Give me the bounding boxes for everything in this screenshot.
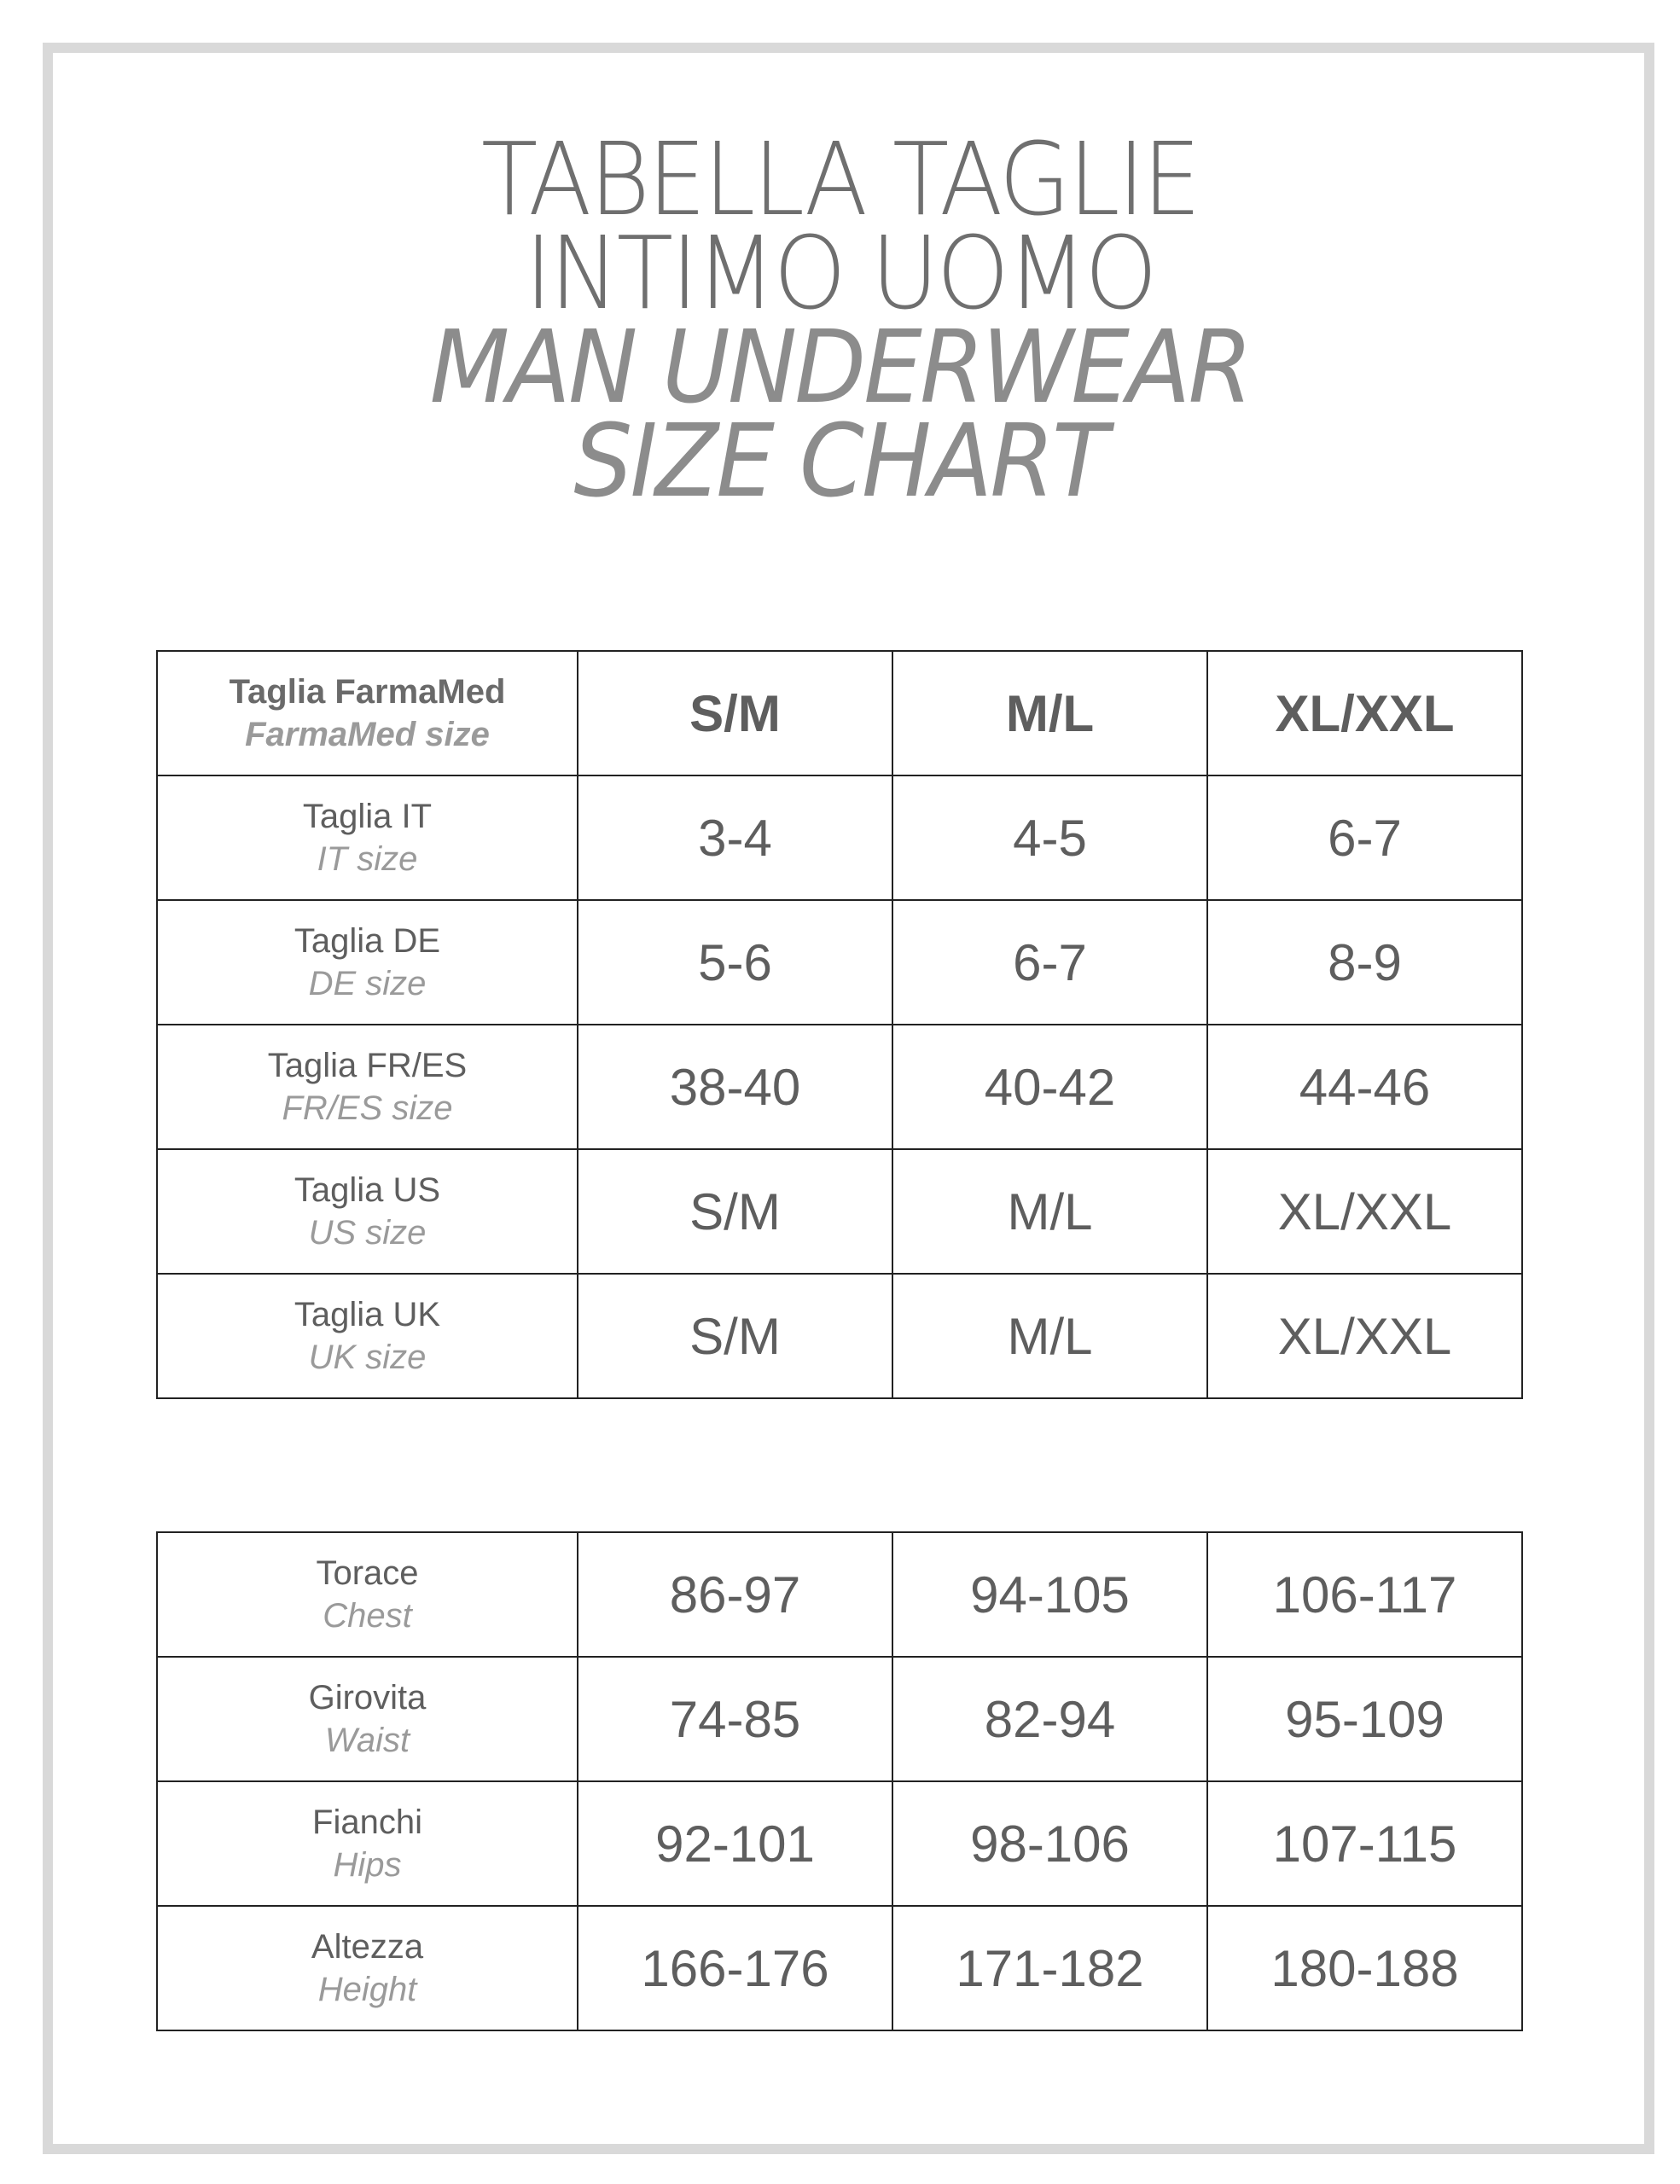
- body-measurements-table: [156, 1531, 1523, 2031]
- table-cell: 6-7: [1207, 775, 1522, 900]
- table-row: [157, 1274, 1522, 1398]
- table-row: [157, 775, 1522, 900]
- table-cell: 3-4: [578, 775, 892, 900]
- row-label-cell: [157, 775, 578, 900]
- title-it-line2: INTIMO UOMO: [525, 214, 1155, 332]
- row-label-cell: [157, 900, 578, 1025]
- row-label-en: UK size: [308, 1339, 427, 1376]
- table-header-row: [157, 651, 1522, 775]
- title-en-line1: MAN UNDERWEAR: [429, 308, 1251, 426]
- table-cell: 94-105: [892, 1532, 1207, 1657]
- row-label-en: US size: [308, 1214, 427, 1252]
- table-cell: 171-182: [892, 1906, 1207, 2030]
- row-label-en: FR/ES size: [282, 1089, 453, 1127]
- table-cell: 8-9: [1207, 900, 1522, 1025]
- table-cell: 98-106: [892, 1781, 1207, 1906]
- row-label-it: Taglia DE: [294, 922, 441, 960]
- header-label-en: FarmaMed size: [245, 716, 490, 753]
- title-block: [0, 120, 1680, 520]
- row-label-cell: [157, 1025, 578, 1149]
- row-label-cell: [157, 1149, 578, 1274]
- table-cell: M/L: [892, 1149, 1207, 1274]
- table-cell: 107-115: [1207, 1781, 1522, 1906]
- table-cell: 92-101: [578, 1781, 892, 1906]
- row-label-it: Fianchi: [312, 1804, 422, 1841]
- table-cell: XL/XXL: [1207, 1274, 1522, 1398]
- table-cell: 38-40: [578, 1025, 892, 1149]
- row-label-it: Altezza: [311, 1928, 424, 1966]
- table-cell: 95-109: [1207, 1657, 1522, 1781]
- row-label-en: DE size: [308, 965, 427, 1002]
- row-label-it: Taglia UK: [294, 1296, 441, 1333]
- size-conversion-table: [156, 650, 1523, 1399]
- table-row: [157, 1657, 1522, 1781]
- row-label-en: Hips: [333, 1846, 402, 1884]
- row-label-en: Waist: [324, 1722, 410, 1759]
- table-row: [157, 1781, 1522, 1906]
- table-cell: 180-188: [1207, 1906, 1522, 2030]
- row-label-en: Chest: [323, 1597, 412, 1635]
- title-en-line2: SIZE CHART: [573, 402, 1107, 520]
- table-cell: 44-46: [1207, 1025, 1522, 1149]
- table-cell: XL/XXL: [1207, 1149, 1522, 1274]
- row-label-en: IT size: [317, 840, 418, 878]
- table-cell: 4-5: [892, 775, 1207, 900]
- table-row: [157, 1532, 1522, 1657]
- table-cell: 40-42: [892, 1025, 1207, 1149]
- table-row: [157, 1149, 1522, 1274]
- header-size-ml: M/L: [892, 651, 1207, 775]
- header-size-sm: S/M: [578, 651, 892, 775]
- table-cell: 166-176: [578, 1906, 892, 2030]
- row-label-it: Taglia FR/ES: [267, 1047, 468, 1084]
- row-label-en: Height: [317, 1971, 417, 2008]
- table-cell: S/M: [578, 1274, 892, 1398]
- table-cell: 82-94: [892, 1657, 1207, 1781]
- table-cell: 74-85: [578, 1657, 892, 1781]
- header-label-it: Taglia FarmaMed: [229, 673, 506, 711]
- row-label-it: Torace: [316, 1554, 419, 1592]
- row-label-cell: [157, 1532, 578, 1657]
- row-label-cell: [157, 1657, 578, 1781]
- table-row: [157, 1906, 1522, 2030]
- table-cell: M/L: [892, 1274, 1207, 1398]
- table-cell: S/M: [578, 1149, 892, 1274]
- row-label-it: Taglia US: [294, 1171, 441, 1209]
- table-cell: 5-6: [578, 900, 892, 1025]
- row-label-cell: [157, 1274, 578, 1398]
- row-label-cell: [157, 1781, 578, 1906]
- row-label-it: Girovita: [308, 1679, 427, 1716]
- table-row: [157, 1025, 1522, 1149]
- table-cell: 6-7: [892, 900, 1207, 1025]
- title-it-line1: TABELLA TAGLIE: [481, 120, 1199, 238]
- row-label-cell: [157, 1906, 578, 2030]
- table-cell: 106-117: [1207, 1532, 1522, 1657]
- table-cell: 86-97: [578, 1532, 892, 1657]
- row-label-it: Taglia IT: [302, 798, 433, 835]
- header-label-cell: [157, 651, 578, 775]
- table-row: [157, 900, 1522, 1025]
- header-size-xlxxl: XL/XXL: [1207, 651, 1522, 775]
